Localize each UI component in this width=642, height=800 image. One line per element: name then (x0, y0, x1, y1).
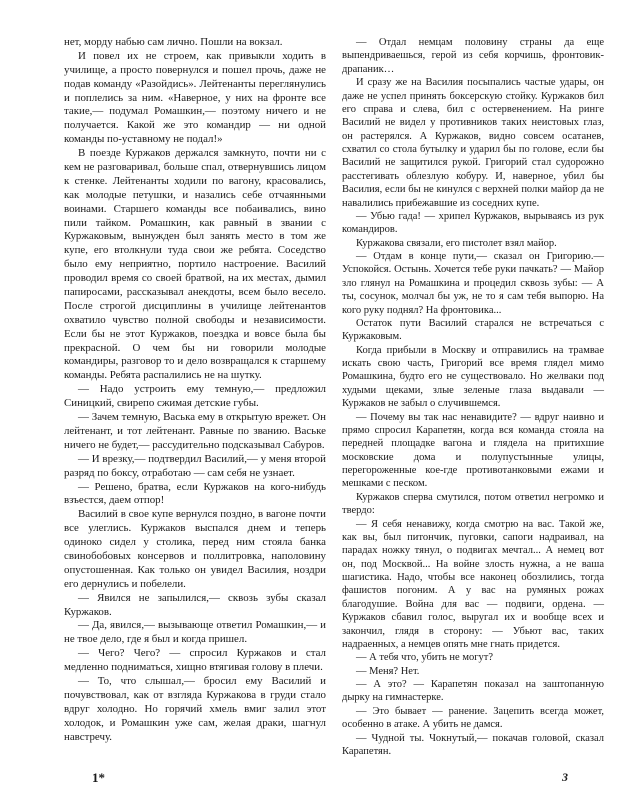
page-number: 3 (562, 770, 568, 784)
paragraph: В поезде Куржаков держался замкнуто, почти ни с кем не разговаривал, больше спал, отвернувшись лицом к стенке. Лейтенанты ходили по вагону, красовались, как молодые петушки, и назались себе отчаянными воинами. Старшего команды все побаивались, вино пили тайком. Ромашкин, как равный в звании с Куржаковым, вынужден был занять место в том же купе, его втолкнули туда свои же ребята. Соседство было ему неприятно, портило настроение. Василий проводил время со своей братвой, на их местах, дымил папиросами, рассказывал анекдоты, всем было весело. После строгой дисциплины в училище лейтенантов охватило чувство полной свободы и независимости. Если бы не этот Куржаков, поездка и вовсе была бы прекрасной. О чем бы ни говорили молодые командиры, разговор то и дело возвращался к старшему команды. Ребята распалились не на шутку. (64, 147, 326, 382)
paragraph: — Явился не запылился,— сквозь зубы сказал Куржаков. (64, 591, 326, 618)
paragraph: И сразу же на Василия посыпались частые удары, он даже не успел принять боксерскую стойку. Куржаков бил его справа и слева, бил с остервенением. На ринге Василий не видел у противников таких неистовых глаз, он растерялся. А Куржаков, видно совсем осатанев, схватил со стола бутылку и ударил бы по голове, если бы Василий не защитился рукой. Григорий стал судорожно расстегивать облезлую кобуру. И, наверное, убил бы Василия, если бы не кинулся с верхней полки майор да не навалились прибежавшие из соседних купе. (342, 77, 604, 209)
paragraph: Куржакова связали, его пистолет взял майор. (356, 237, 557, 249)
paragraph: — А тебя что, убить не могут? (356, 652, 494, 664)
paragraph: — Зачем темную, Васька ему в открытую врежет. Он лейтенант, и тот лейтенант. Равные по званию. Ваське ничего не будет,— рассудительно подсказывал Сабуров. (64, 411, 326, 451)
left-text-column (64, 36, 326, 744)
paragraph: — Чудной ты. Чокнутый,— покачав головой, сказал Карапетян. (342, 732, 604, 757)
paragraph: Куржаков сперва смутился, потом ответил негромко и твердо: (342, 491, 604, 517)
paragraph: нет, морду набью сам лично. Пошли на вокзал. (64, 36, 283, 48)
paragraph: И повел их не строем, как привыкли ходить в училище, а просто повернулся и пошел прочь, даже не подав команду «Разойдись». Лейтенанты переглянулись и поплелись за ним. «Наверное, у них на фронте все такие,— подумал Ромашкин,— поэтому ничего и не получается. Какой же это командир — ни одной команды по-уставному не подал!» (64, 49, 326, 146)
paragraph: — Да, явился,— вызывающе ответил Ромашкин,— и не твое дело, где я был и когда пришел. (64, 619, 326, 646)
paragraph: — Почему вы так нас ненавидите? — вдруг наивно и прямо спросил Карапетян, когда вся команда стояла на передней площадке вагона и глядела на притихшие московские дома и полупустынные улицы, перегороженные кое-где противотанковыми ежами и мешками с песком. (342, 411, 604, 490)
paragraph: Василий в свое купе вернулся поздно, в вагоне почти все улеглись. Куржаков выспался днем и теперь одиноко сидел у столика, перед ним стояла банка свинобобовых консервов и поллитровка, наполовину опустошенная. Как только он увидел Василия, ноздри его дернулись и побелели. (64, 508, 326, 590)
paragraph: Остаток пути Василий старался не встречаться с Куржаковым. (342, 317, 604, 343)
paragraph: — Решено, братва, если Куржаков на кого-нибудь взъестся, даем отпор! (64, 480, 326, 507)
paragraph: — Отдам в конце пути,— сказал он Григорию.— Успокойся. Остынь. Хочется тебе руки пачкать? — Майор зло глянул на Ромашкина и процедил сквозь зубы: — А ты, сосунок, молчал бы уж, не то я сам тебя выпорю. На кого руку поднял? На фронтовика... (342, 251, 604, 316)
right-text-column (342, 36, 604, 758)
paragraph: Когда прибыли в Москву и отправились на трамвае искать свою часть, Григорий все время глядел мимо Ромашкина, будто его не существовало. Но желваки под худыми щеками, злые зеленые глаза выдавали — Куржаков не забыл о случившемся. (342, 344, 604, 410)
paragraph: — То, что слышал,— бросил ему Василий и почувствовал, как от взгляда Куржакова в груди стало вдруг холодно. Но горячий хмель вмиг залил этот холодок, и Ромашкин уже сам, желая драки, шагнул навстречу. (64, 674, 326, 743)
paragraph: — А это? — Карапетян показал на заштопанную дырку на гимнастерке. (342, 679, 604, 704)
paragraph: — Меня? Нет. (356, 665, 420, 677)
paragraph: — Я себя ненавижу, когда смотрю на вас. Такой же, как вы, был питончик, пуговки, сапоги надраивал, на парадах ножку тянул, о подвигах мечтал... А немец вот он, под Москвой... На войне злость нужна, а не ваша шагистика. Надо, чтобы все наконец обозлились, тогда фашистов погоним. А у вас на румяных рожах благодушие. Война для вас — подвиги, ордена. — Куржаков сбавил голос, выругал их и вообще всех и закончил, глядя в сторону: — Убьют вас, таких надраенных, а немцев опять мне гнать придется. (342, 518, 604, 650)
paragraph: — Убью гада! — хрипел Куржаков, вырываясь из рук командиров. (342, 210, 604, 236)
paragraph: — Это бывает — ранение. Зацепить всегда может, особенно в атаке. А убить не дамся. (342, 705, 604, 731)
signature-mark: 1* (92, 770, 105, 785)
paragraph: — Отдал немцам половину страны да еще выпендриваешься, герой из себя корчишь, фронтовик-драпаник… (342, 37, 604, 75)
paragraph: — И врезку,— подтвердил Василий,— у меня второй разряд по боксу, отработаю — сам себя не узнает. (64, 452, 326, 479)
paragraph: — Чего? Чего? — спросил Куржаков и стал медленно подниматься, хищно втягивая голову в плечи. (64, 647, 326, 674)
paragraph: — Надо устроить ему темную,— предложил Синицкий, свирепо сжимая детские губы. (64, 383, 326, 410)
